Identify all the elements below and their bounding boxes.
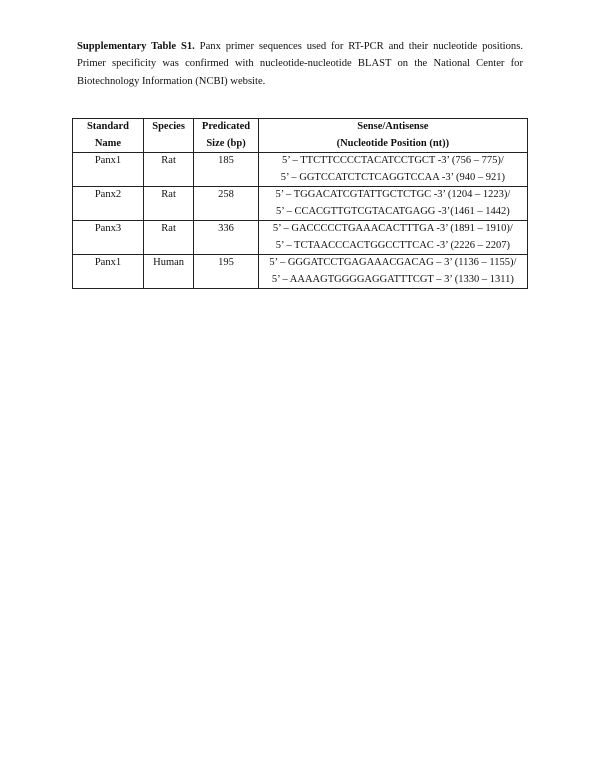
caption-label: Supplementary Table S1. [77,41,195,52]
sense-primer: 5’ – TGGACATCGTATTGCTCTGC -3’ (1204 – 1223)/ [275,189,511,200]
header-sequence-line1: Sense/Antisense [357,121,429,132]
header-size-line1: Predicated [201,121,251,132]
header-size [194,119,258,153]
cell-size: 195 [194,255,258,289]
cell-sequence [258,153,527,187]
header-size-line2: Size (bp) [206,137,246,149]
cell-species: Rat [143,153,193,187]
antisense-primer: 5’ – GGTCCATCTCTCAGGTCCAA -3’ (940 – 921) [280,171,505,183]
header-standard-name [73,119,144,153]
cell-sequence [258,187,527,221]
header-standard-name-line2: Name [94,137,122,149]
table-row [73,187,528,221]
sense-primer: 5’ – GACCCCCTGAAACACTTTGA -3’ (1891 – 1910)/ [272,223,513,234]
header-standard-name-line1: Standard [86,121,129,132]
cell-size: 185 [194,153,258,187]
cell-species: Rat [143,187,193,221]
cell-name: Panx3 [73,221,144,255]
header-sequence-line2: (Nucleotide Position (nt)) [336,137,450,149]
cell-species: Rat [143,221,193,255]
cell-name: Panx2 [73,187,144,221]
cell-species: Human [143,255,193,289]
header-sequence [258,119,527,153]
table-caption [77,38,523,90]
table-row [73,221,528,255]
caption-text: Panx primer sequences used for RT-PCR and their nucleotide positions. Primer specificity was confirmed with nucleotide-nucleotide BLAST on the National Center for Biotechnology Information (NCBI) website. [77,41,523,87]
table-row [73,255,528,289]
primer-table [72,118,528,289]
cell-sequence [258,221,527,255]
antisense-primer: 5’ – CCACGTTGTCGTACATGAGG -3’(1461 – 1442) [276,205,510,217]
table-header-row [73,119,528,153]
cell-sequence [258,255,527,289]
sense-primer: 5’ – TTCTTCCCCTACATCCTGCT -3’ (756 – 775)/ [281,155,504,166]
header-species: Species [143,119,193,153]
cell-size: 336 [194,221,258,255]
cell-name: Panx1 [73,255,144,289]
cell-size: 258 [194,187,258,221]
table-row [73,153,528,187]
antisense-primer: 5’ – AAAAGTGGGGAGGATTTCGT – 3’ (1330 – 1311) [271,273,514,285]
sense-primer: 5’ – GGGATCCTGAGAAACGACAG – 3’ (1136 – 1155)/ [269,257,517,268]
cell-name: Panx1 [73,153,144,187]
antisense-primer: 5’ – TCTAACCCACTGGCCTTCAC -3’ (2226 – 2207) [275,239,510,251]
